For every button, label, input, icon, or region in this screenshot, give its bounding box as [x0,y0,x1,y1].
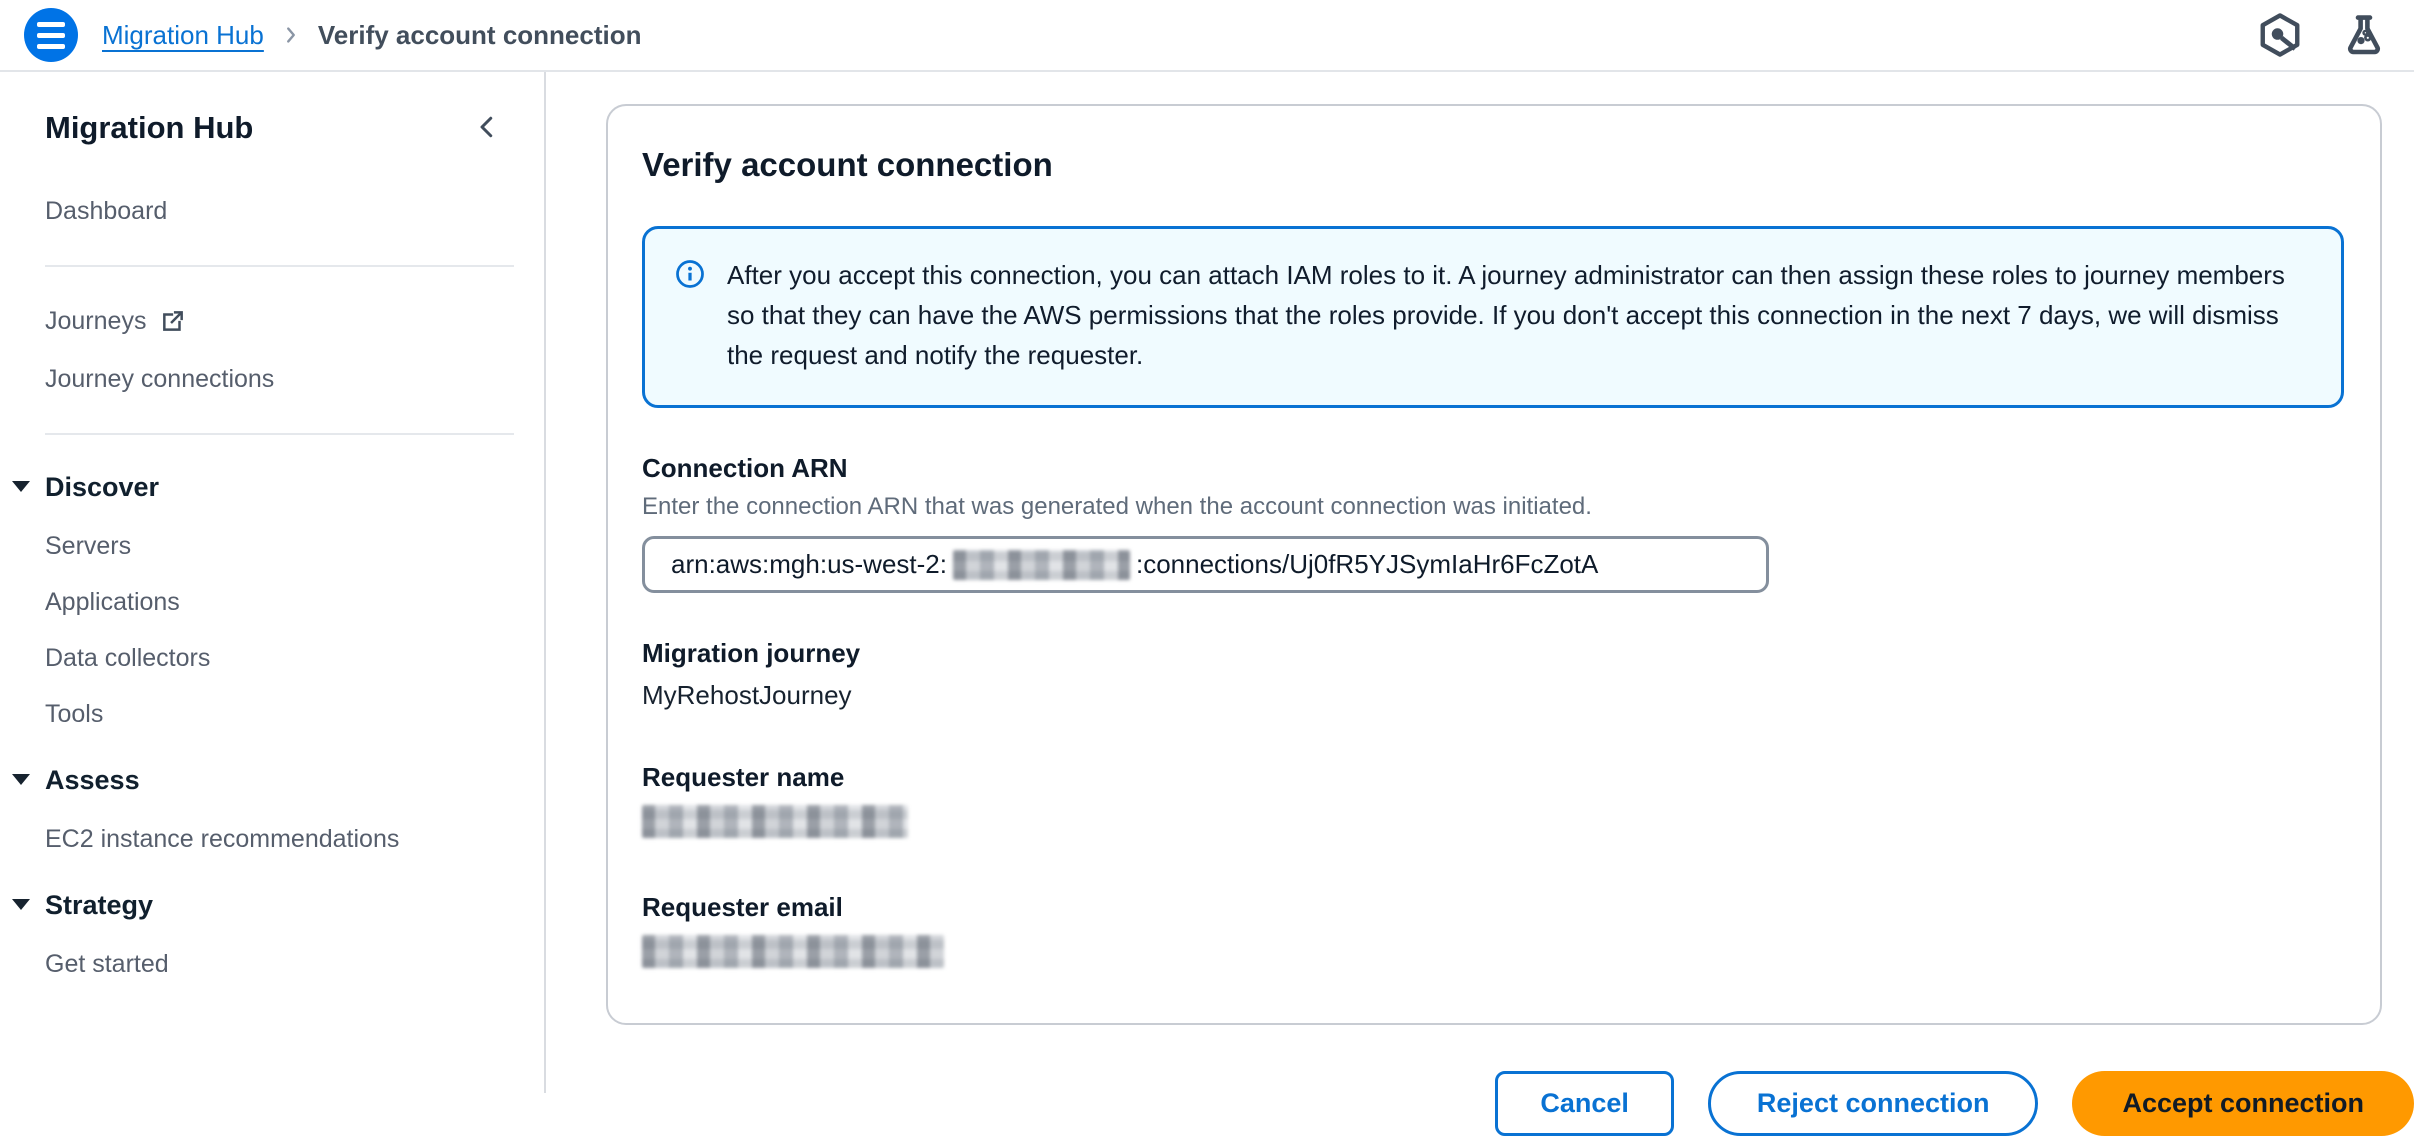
cancel-button[interactable]: Cancel [1495,1071,1674,1136]
sidebar-section-header-assess[interactable] [45,765,514,796]
connection-arn-field [642,452,2344,593]
breadcrumb-separator-icon [280,24,302,46]
section-label: Discover [45,472,160,502]
info-alert [642,226,2344,408]
sidebar-item-ec2-instance-recommendations[interactable]: EC2 instance recommendations [45,825,400,853]
sidebar-divider [45,433,514,435]
sidebar-item-servers[interactable]: Servers [45,532,132,560]
requester-email-value-redacted [642,935,944,968]
sidebar-item-label: Dashboard [45,197,168,225]
lab-flask-button[interactable] [2340,11,2388,59]
action-buttons-row [606,1071,2414,1136]
main-content [546,72,2414,1118]
accept-connection-button[interactable]: Accept connection [2072,1071,2414,1136]
external-link-icon [160,308,186,334]
amazon-q-button[interactable] [2256,11,2304,59]
sidebar-divider [45,265,514,267]
requester-name-field [642,761,2344,843]
connection-arn-description: Enter the connection ARN that was generated when the account connection was initiated. [642,493,1592,520]
sidebar-item-journey-connections[interactable] [45,362,514,396]
sidebar-section-strategy [45,890,514,981]
amazon-q-icon [2257,12,2303,58]
info-icon [675,259,705,289]
sidebar-item-dashboard[interactable] [45,194,514,228]
verify-account-connection-card [606,104,2382,1025]
sidebar-item-label: Journeys [45,307,147,335]
sidebar-section-assess [45,765,514,856]
requester-email-field [642,891,2344,973]
sidebar-item-tools[interactable]: Tools [45,700,104,728]
redacted-account-id [953,550,1130,580]
caret-down-icon [12,774,30,785]
caret-down-icon [12,481,30,492]
section-label: Strategy [45,890,154,920]
side-navigation [0,72,546,1093]
breadcrumb-link-migration-hub[interactable]: Migration Hub [102,20,264,50]
lab-flask-icon [2340,10,2388,60]
chevron-left-icon [472,112,502,142]
migration-journey-value: MyRehostJourney [642,680,852,710]
sidebar-collapse-button[interactable] [472,112,502,142]
connection-arn-input[interactable] [642,536,1769,593]
reject-connection-button[interactable]: Reject connection [1708,1071,2039,1136]
sidebar-title: Migration Hub [45,110,254,145]
hamburger-icon [37,22,65,27]
breadcrumb-current: Verify account connection [317,20,642,50]
sidebar-item-journeys[interactable] [45,304,514,338]
sidebar-item-label: Journey connections [45,365,275,393]
sidebar-item-data-collectors[interactable]: Data collectors [45,644,211,672]
arn-suffix: :connections/Uj0fR5YJSymIaHr6FcZotA [1135,549,1599,579]
migration-journey-label: Migration journey [642,638,861,668]
migration-journey-field [642,637,2344,711]
sidebar-section-header-discover[interactable] [45,472,514,503]
requester-email-label: Requester email [642,892,843,922]
hamburger-menu-button[interactable] [24,8,78,62]
alert-text: After you accept this connection, you can attach IAM roles to it. A journey administrator can then assign these roles to journey members so that they can have the AWS permissions that the roles provide. If you don't accept this connection in the next 7 days, we will dismiss the request and notify the requester. [727,260,2285,370]
sidebar-section-discover [45,472,514,731]
connection-arn-label: Connection ARN [642,453,848,483]
breadcrumb [102,22,642,48]
requester-name-value-redacted [642,805,908,838]
caret-down-icon [12,899,30,910]
sidebar-item-applications[interactable]: Applications [45,588,180,616]
top-navigation-bar [0,0,2414,72]
sidebar-item-get-started[interactable]: Get started [45,950,169,978]
sidebar-section-header-strategy[interactable] [45,890,514,921]
arn-prefix: arn:aws:mgh:us-west-2: [671,549,947,579]
requester-name-label: Requester name [642,762,845,792]
section-label: Assess [45,765,140,795]
page-title: Verify account connection [642,146,1053,183]
